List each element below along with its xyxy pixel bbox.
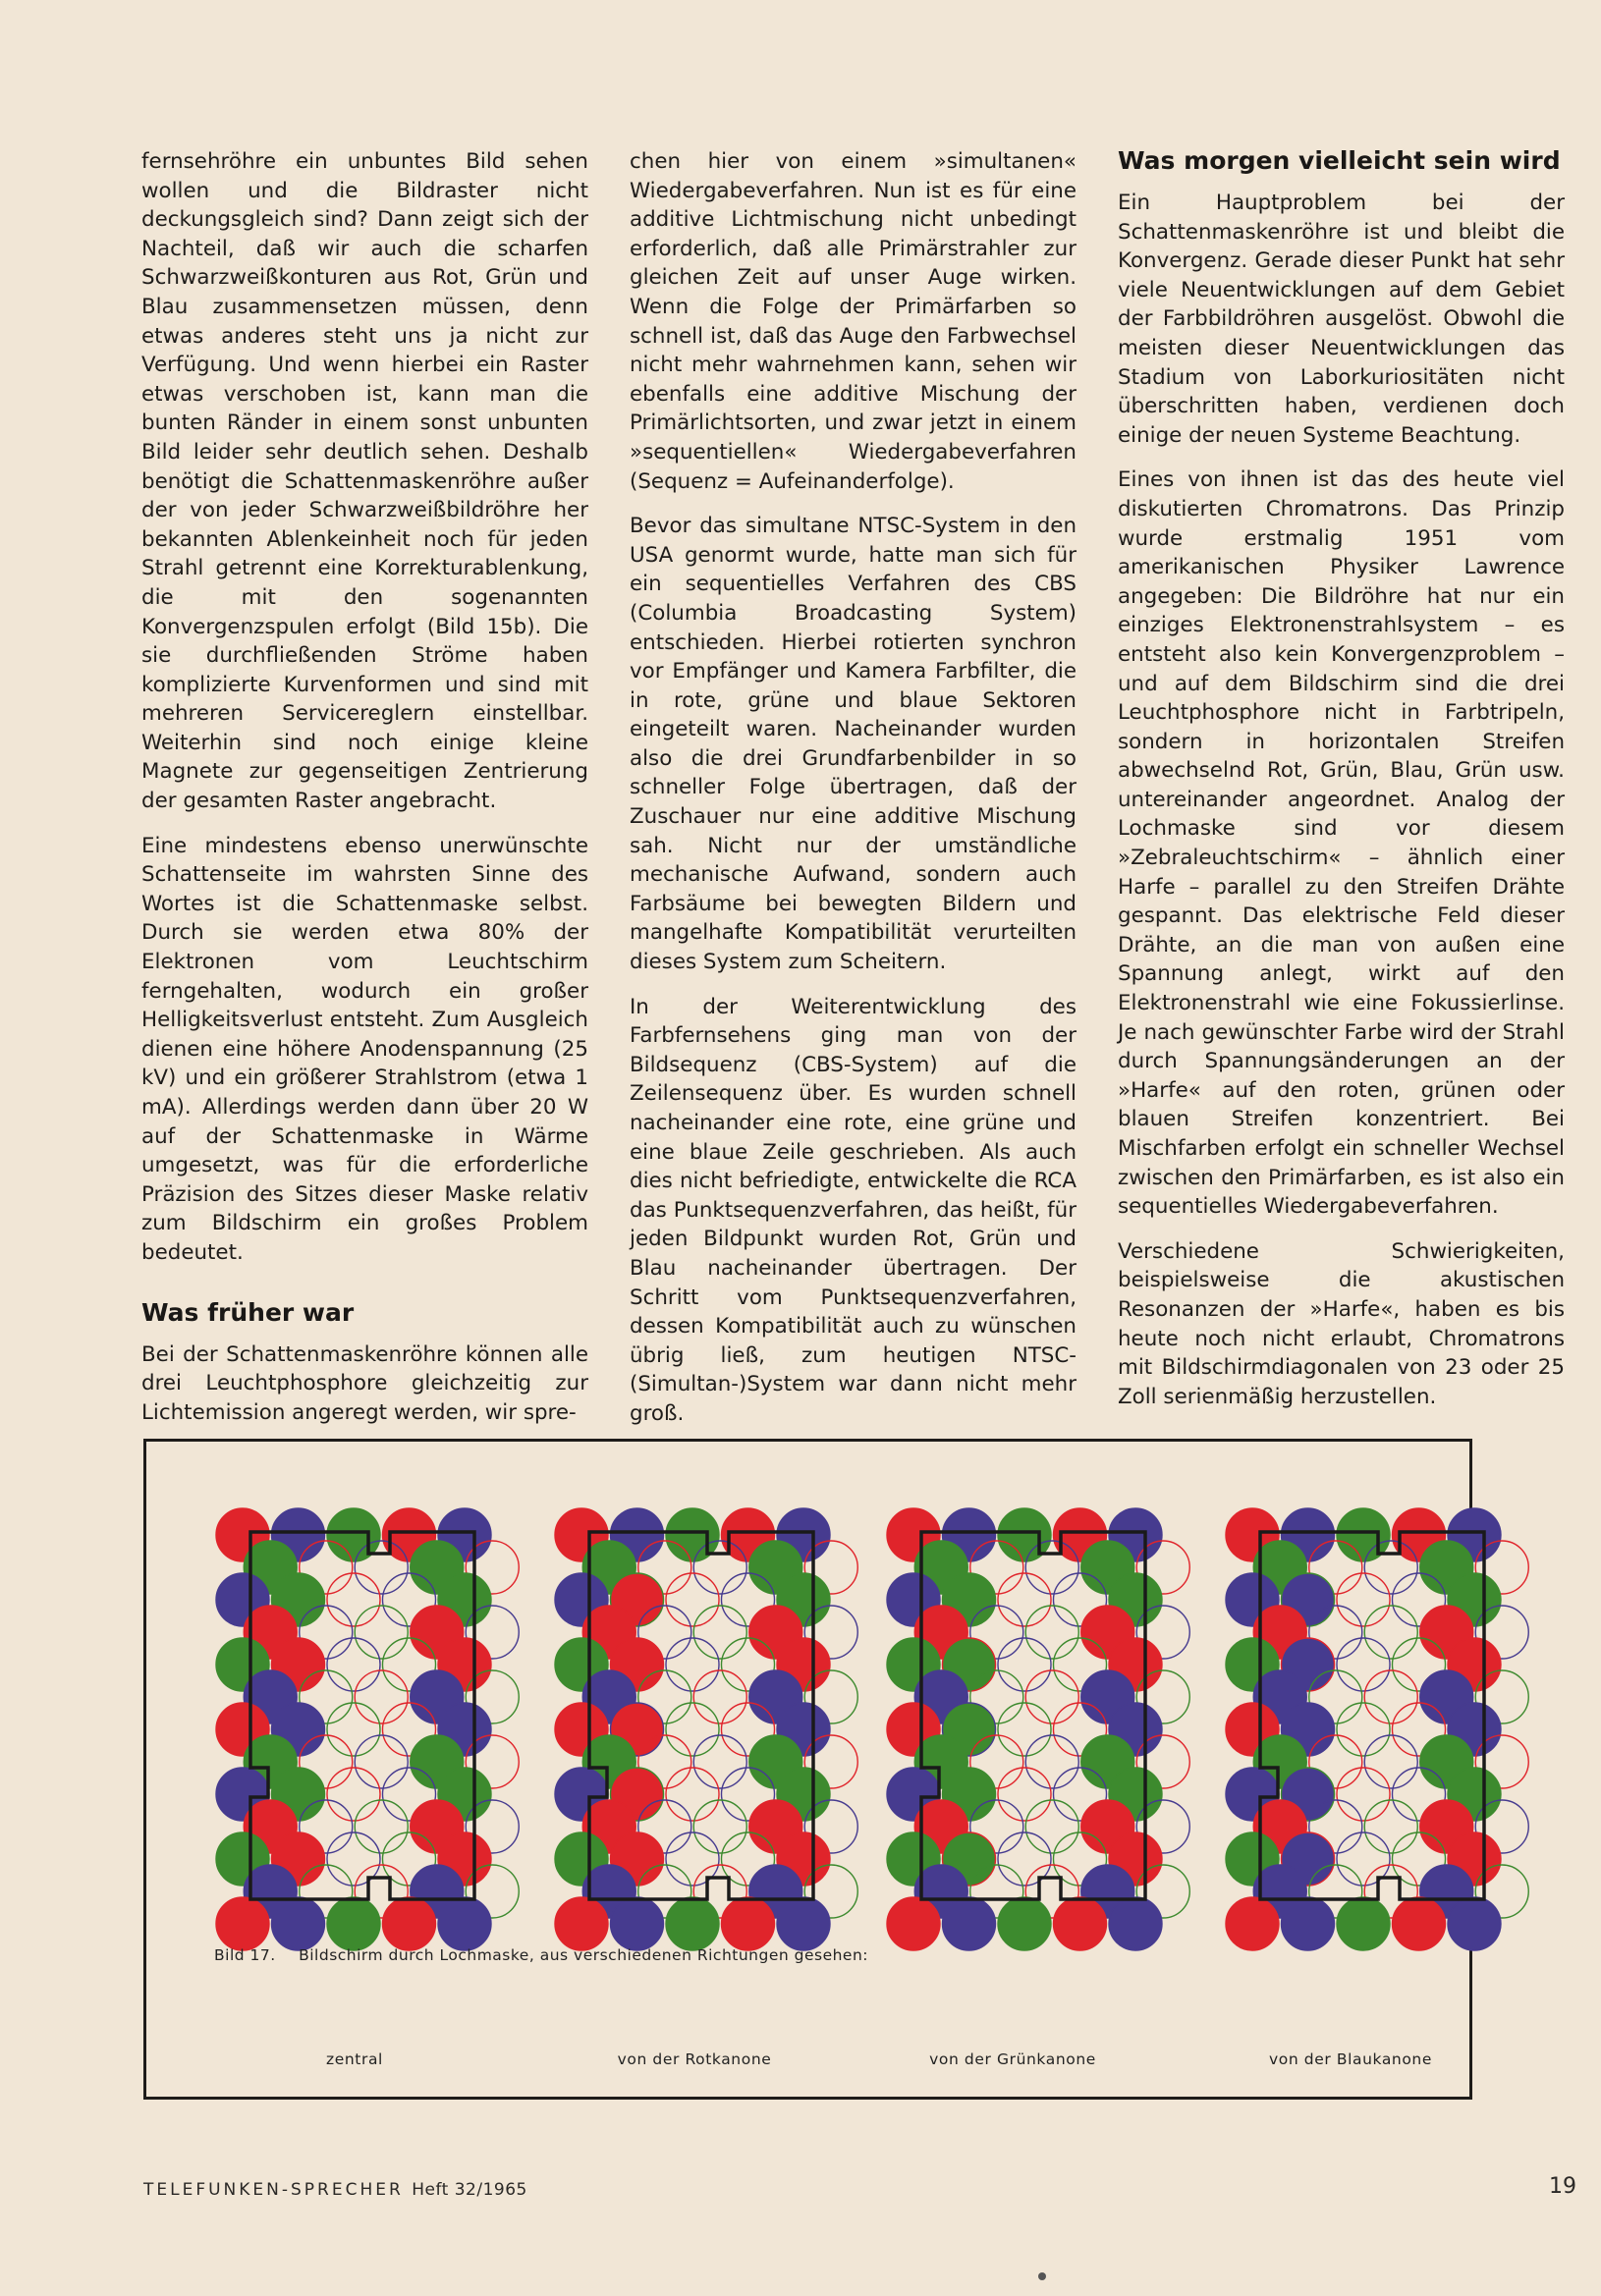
phosphor-dot xyxy=(998,1768,1051,1821)
phosphor-dot xyxy=(693,1735,746,1788)
phosphor-dot xyxy=(666,1573,719,1626)
phosphor-dot xyxy=(1364,1541,1417,1594)
label-red-gun: von der Rotkanone xyxy=(617,2050,772,2068)
phosphor-dot xyxy=(1025,1735,1078,1788)
mask-panel-red-gun xyxy=(550,1503,845,1915)
phosphor-dot xyxy=(1337,1703,1390,1756)
phosphor-dot xyxy=(1337,1768,1390,1821)
paragraph: In der Weiterentwicklung des Farbfernsehens ging man von der Bildsequenz (CBS-System) auf die Zeilensequenz über. Es wurden schnell nacheinander eine rote, eine grüne und eine blaue Zeile geschrieben. Als auch dies nicht befriedigte, entwickelte die RCA das Punktsequenzverfahren, das heißt, für jeden Bildpunkt wurden Rot, Grün und Blau nacheinander übertragen. Der Schritt vom Punktsequenzverfahren, dessen Kompatibilität auch zu wünschen übrig ließ, zum heutigen NTSC-(Simultan-)System war dann nicht mehr groß. xyxy=(630,994,1077,1426)
figure-caption-text: Bildschirm durch Lochmaske, aus verschiedenen Richtungen gesehen: xyxy=(299,1946,869,1964)
phosphor-dot xyxy=(666,1897,719,1950)
phosphor-dot xyxy=(1109,1897,1162,1950)
phosphor-dot xyxy=(355,1541,408,1594)
phosphor-dot xyxy=(355,1735,408,1788)
phosphor-dot xyxy=(1025,1800,1078,1853)
phosphor-dot xyxy=(327,1703,380,1756)
phosphor-dot xyxy=(998,1638,1051,1691)
phosphor-dot xyxy=(666,1638,719,1691)
phosphor-dot xyxy=(383,1897,436,1950)
phosphor-dot xyxy=(1337,1573,1390,1626)
phosphor-dot xyxy=(438,1897,491,1950)
text-column-2 xyxy=(630,147,1077,1445)
paragraph: Eines von ihnen ist das des heute viel diskutierten Chromatrons. Das Prinzip wurde erstmalig 1951 vom amerikanischen Physiker Lawrence angegeben: Die Bildröhre hat nur ein einziges Elektronenstrahlsystem – es entsteht also kein Konvergenzproblem – und auf dem Bildschirm sind die drei Leuchtphosphore nicht in Farbtripeln, sondern in horizontalen Streifen abwechselnd Rot, Grün, Blau, Grün usw. untereinander angeordnet. Analog der Lochmaske sind vor diesem »Zebraleuchtschirm« – ähnlich einer Harfe – parallel zu den Streifen Drähte gespannt. Das elektrische Feld dieser Drähte, an die man von außen eine Spannung anlegt, wirkt auf den Elektronenstrahl wie eine Fokussierlinse. Je nach gewünschter Farbe wird der Strahl durch Spannungsänderungen an der »Harfe« auf den roten, grünen oder blauen Streifen konzentriert. Bei Mischfarben erfolgt ein schneller Wechsel zwischen den Primärfarben, es ist also ein sequentielles Wiedergabeverfahren. xyxy=(1118,467,1565,1220)
phosphor-dot xyxy=(1025,1670,1078,1723)
phosphor-dot xyxy=(998,1897,1051,1950)
issue-number: Heft 32/1965 xyxy=(412,2180,527,2200)
phosphor-dot xyxy=(327,1768,380,1821)
phosphor-dot xyxy=(1282,1897,1335,1950)
phosphor-dot xyxy=(355,1670,408,1723)
paragraph: chen hier von einem »simultanen« Wiedergabeverfahren. Nun ist es für eine additive Lichtmischung nicht unbedingt erforderlich, daß alle Primärstrahler zur gleichen Zeit auf unser Auge wirken. Wenn die Folge der Primärfarben so schnell ist, daß das Auge den Farbwechsel nicht mehr wahrnehmen kann, sehen wir ebenfalls eine additive Mischung der Primärlichtsorten, und zwar jetzt in einem »sequentiellen« Wiedergabeverfahren (Sequenz = Aufeinanderfolge). xyxy=(630,149,1077,494)
phosphor-dot xyxy=(1226,1897,1279,1950)
phosphor-dot xyxy=(693,1541,746,1594)
phosphor-dot xyxy=(1448,1897,1501,1950)
phosphor-dot xyxy=(1337,1897,1390,1950)
phosphor-dot xyxy=(611,1897,664,1950)
mask-panel-green-gun xyxy=(882,1503,1177,1915)
page-footer xyxy=(143,2180,527,2200)
phosphor-dot xyxy=(666,1768,719,1821)
phosphor-dot xyxy=(1364,1670,1417,1723)
phosphor-dot xyxy=(1364,1606,1417,1659)
phosphor-dot xyxy=(1393,1897,1446,1950)
label-blue-gun: von der Blaukanone xyxy=(1268,2050,1432,2068)
phosphor-dot xyxy=(887,1897,940,1950)
phosphor-dot xyxy=(216,1897,269,1950)
phosphor-dot xyxy=(693,1670,746,1723)
paragraph: Eine mindestens ebenso unerwünschte Schattenseite im wahrsten Sinne des Wortes ist die Schattenmaske selbst. Durch sie werden etwa 80% der Elektronen vom Leuchtschirm ferngehalten, wodurch ein großer Helligkeitsverlust entsteht. Zum Ausgleich dienen eine höhere Anodenspannung (25 kV) und ein größerer Strahlstrom (etwa 1 mA). Allerdings werden dann über 20 W auf der Schattenmaske in Wärme umgesetzt, was für die erforderliche Präzision des Sitzes dieser Maske relativ zum Bildschirm ein großes Problem bedeutet. xyxy=(141,833,588,1265)
label-green-gun: von der Grünkanone xyxy=(929,2050,1096,2068)
figure-caption xyxy=(214,1946,868,1964)
label-central: zentral xyxy=(326,2050,383,2068)
phosphor-dot xyxy=(777,1897,830,1950)
phosphor-dot xyxy=(722,1897,775,1950)
paragraph: Bevor das simultane NTSC-System in den USA genormt wurde, hatte man sich für ein sequentielles Verfahren des CBS (Columbia Broadcasting System) entschieden. Hierbei rotierten synchron vor Empfänger und Kamera Farbfilter, die in rote, grüne und blaue Sektoren eingeteilt waren. Nacheinander wurden also die drei Grundfarbenbilder in so schneller Folge übertragen, daß der Zuschauer nur eine additive Mischung sah. Nicht nur der umständliche mechanische Aufwand, sondern auch Farbsäume bei bewegten Bildern und mangelhafte Kompatibilität verurteilten dieses System zum Scheitern. xyxy=(630,514,1077,975)
phosphor-dot xyxy=(693,1800,746,1853)
phosphor-dot xyxy=(327,1897,380,1950)
page-number: 19 xyxy=(1549,2174,1576,2199)
phosphor-dot xyxy=(1054,1897,1107,1950)
phosphor-dot xyxy=(555,1897,608,1950)
paragraph: Ein Hauptproblem bei der Schattenmaskenröhre ist und bleibt die Konvergenz. Gerade dieser Punkt hat sehr viele Neuentwicklungen auf dem Gebiet der Farbbildröhren ausgelöst. Obwohl die meisten dieser Neuentwicklungen das Stadium von Laborkuriositäten nicht überschritten haben, verdienen doch einige der neuen Systeme Beachtung. xyxy=(1118,191,1565,448)
phosphor-dot xyxy=(693,1606,746,1659)
phosphor-dot xyxy=(355,1606,408,1659)
phosphor-dot xyxy=(1025,1541,1078,1594)
phosphor-dot xyxy=(327,1573,380,1626)
print-dot xyxy=(1038,2272,1046,2280)
phosphor-dot xyxy=(327,1638,380,1691)
phosphor-dot xyxy=(1364,1735,1417,1788)
phosphor-dot xyxy=(1364,1800,1417,1853)
mask-panel-blue-gun xyxy=(1221,1503,1516,1915)
phosphor-dot xyxy=(1337,1638,1390,1691)
paragraph: fernsehröhre ein unbuntes Bild sehen wollen und die Bildraster nicht deckungsgleich sind? Dann zeigt sich der Nachteil, daß wir auch die scharfen Schwarzweißkonturen aus Rot, Grün und Blau zusammensetzen müssen, denn etwas anderes steht uns ja nicht zur Verfügung. Und wenn hierbei ein Raster etwas verschoben ist, kann man die bunten Ränder in einem sonst unbunten Bild leider sehr deutlich sehen. Deshalb benötigt die Schattenmaskenröhre außer der von jeder Schwarzweißbildröhre her bekannten Ablenkeinheit noch für jeden Strahl getrennt eine Korrekturablenkung, die mit den sogenannten Konvergenzspulen erfolgt (Bild 15b). Die sie durchfließenden Ströme haben komplizierte Kurvenformen und sind mit mehreren Servicereglern einstellbar. Weiterhin sind noch einige kleine Magnete zur gegenseitigen Zentrierung der gesamten Raster angebracht. xyxy=(141,149,588,814)
text-column-3 xyxy=(1118,145,1565,1427)
phosphor-dot xyxy=(1025,1606,1078,1659)
paragraph: Verschiedene Schwierigkeiten, beispielsweise die akustischen Resonanzen der »Harfe«, haben es bis heute noch nicht erlaubt, Chromatrons mit Bildschirmdiagonalen von 23 oder 25 Zoll serienmäßig herzustellen. xyxy=(1118,1238,1565,1409)
phosphor-dot xyxy=(998,1573,1051,1626)
figure-caption-number: Bild 17. xyxy=(214,1946,276,1964)
magazine-name: TELEFUNKEN-SPRECHER xyxy=(143,2180,404,2200)
phosphor-dot xyxy=(998,1703,1051,1756)
paragraph: Bei der Schattenmaskenröhre können alle drei Leuchtphosphore gleichzeitig zur Lichtemission angeregt werden, wir spre- xyxy=(141,1341,588,1425)
phosphor-dot xyxy=(355,1800,408,1853)
section-heading: Was früher war xyxy=(141,1297,355,1327)
mask-panel-central xyxy=(211,1503,506,1915)
phosphor-dot xyxy=(666,1703,719,1756)
phosphor-dot xyxy=(272,1897,325,1950)
phosphor-dot xyxy=(943,1897,996,1950)
text-column-1 xyxy=(141,147,588,1443)
section-heading: Was morgen vielleicht sein wird xyxy=(1118,146,1561,175)
